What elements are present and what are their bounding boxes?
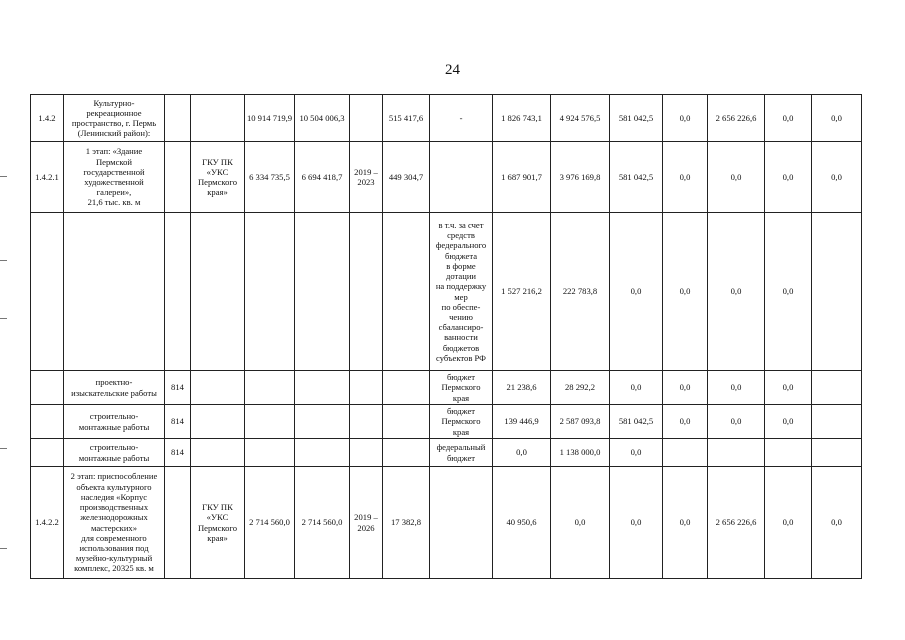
- amount-year-1: 40 950,6: [493, 467, 551, 579]
- planned-cost: [295, 371, 350, 405]
- amount-year-4: 0,0: [663, 95, 708, 142]
- kbk-code: [165, 467, 191, 579]
- customer: [191, 213, 245, 371]
- amount-year-3: 581 042,5: [610, 95, 663, 142]
- row-code: [31, 405, 64, 439]
- table-row: [31, 467, 862, 579]
- prior-funding: [383, 213, 430, 371]
- amount-year-6: 0,0: [765, 405, 812, 439]
- prior-funding: 449 304,7: [383, 142, 430, 213]
- amount-year-3: 0,0: [610, 439, 663, 467]
- kbk-code: [165, 213, 191, 371]
- implementation-period: [350, 213, 383, 371]
- customer: [191, 371, 245, 405]
- amount-year-7: 0,0: [812, 142, 862, 213]
- implementation-period: [350, 371, 383, 405]
- estimated-cost: 2 714 560,0: [245, 467, 295, 579]
- amount-year-6: 0,0: [765, 371, 812, 405]
- implementation-period: [350, 95, 383, 142]
- estimated-cost: [245, 371, 295, 405]
- page-number: 24: [445, 62, 460, 78]
- amount-year-5: 2 656 226,6: [708, 95, 765, 142]
- table-row: [31, 142, 862, 213]
- amount-year-4: 0,0: [663, 371, 708, 405]
- planned-cost: 2 714 560,0: [295, 467, 350, 579]
- prior-funding: [383, 371, 430, 405]
- customer: [191, 95, 245, 142]
- object-name: строительно- монтажные работы: [64, 439, 165, 467]
- amount-year-7: [812, 371, 862, 405]
- scan-edge-mark: [0, 260, 7, 261]
- amount-year-4: 0,0: [663, 142, 708, 213]
- scan-edge-mark: [0, 548, 7, 549]
- planned-cost: [295, 405, 350, 439]
- amount-year-6: 0,0: [765, 95, 812, 142]
- amount-year-6: 0,0: [765, 142, 812, 213]
- estimated-cost: 6 334 735,5: [245, 142, 295, 213]
- amount-year-4: 0,0: [663, 467, 708, 579]
- program-table: [30, 94, 862, 579]
- amount-year-4: 0,0: [663, 213, 708, 371]
- amount-year-3: 0,0: [610, 371, 663, 405]
- funding-source: бюджет Пермского края: [430, 405, 493, 439]
- object-name: Культурно- рекреационное пространство, г. Пермь (Ленинский район):: [64, 95, 165, 142]
- amount-year-1: 1 826 743,1: [493, 95, 551, 142]
- table-row: [31, 439, 862, 467]
- amount-year-2: 2 587 093,8: [551, 405, 610, 439]
- amount-year-7: 0,0: [812, 95, 862, 142]
- row-code: 1.4.2: [31, 95, 64, 142]
- table-row: [31, 371, 862, 405]
- row-code: [31, 439, 64, 467]
- amount-year-2: 222 783,8: [551, 213, 610, 371]
- funding-source: -: [430, 95, 493, 142]
- planned-cost: [295, 213, 350, 371]
- amount-year-6: 0,0: [765, 213, 812, 371]
- object-name: [64, 213, 165, 371]
- amount-year-7: [812, 439, 862, 467]
- amount-year-6: [765, 439, 812, 467]
- funding-source: бюджет Пермского края: [430, 371, 493, 405]
- amount-year-7: [812, 405, 862, 439]
- amount-year-1: 0,0: [493, 439, 551, 467]
- funding-source: [430, 142, 493, 213]
- implementation-period: [350, 439, 383, 467]
- scan-edge-mark: [0, 448, 7, 449]
- estimated-cost: 10 914 719,9: [245, 95, 295, 142]
- kbk-code: 814: [165, 371, 191, 405]
- customer: ГКУ ПК «УКС Пермского края»: [191, 142, 245, 213]
- row-code: 1.4.2.2: [31, 467, 64, 579]
- amount-year-7: [812, 213, 862, 371]
- amount-year-2: 0,0: [551, 467, 610, 579]
- amount-year-1: 139 446,9: [493, 405, 551, 439]
- kbk-code: 814: [165, 439, 191, 467]
- amount-year-5: 2 656 226,6: [708, 467, 765, 579]
- estimated-cost: [245, 439, 295, 467]
- planned-cost: 6 694 418,7: [295, 142, 350, 213]
- implementation-period: 2019 – 2023: [350, 142, 383, 213]
- amount-year-3: 581 042,5: [610, 405, 663, 439]
- table-row: [31, 95, 862, 142]
- funding-source: [430, 467, 493, 579]
- kbk-code: [165, 142, 191, 213]
- amount-year-3: 0,0: [610, 467, 663, 579]
- table-row: [31, 405, 862, 439]
- amount-year-4: [663, 439, 708, 467]
- amount-year-5: 0,0: [708, 142, 765, 213]
- object-name: строительно- монтажные работы: [64, 405, 165, 439]
- row-code: [31, 213, 64, 371]
- amount-year-3: 581 042,5: [610, 142, 663, 213]
- funding-source: федеральный бюджет: [430, 439, 493, 467]
- amount-year-1: 21 238,6: [493, 371, 551, 405]
- customer: ГКУ ПК «УКС Пермского края»: [191, 467, 245, 579]
- row-code: [31, 371, 64, 405]
- scan-edge-mark: [0, 318, 7, 319]
- amount-year-5: [708, 439, 765, 467]
- amount-year-1: 1 687 901,7: [493, 142, 551, 213]
- amount-year-2: 28 292,2: [551, 371, 610, 405]
- prior-funding: [383, 405, 430, 439]
- prior-funding: [383, 439, 430, 467]
- amount-year-4: 0,0: [663, 405, 708, 439]
- implementation-period: 2019 – 2026: [350, 467, 383, 579]
- table-row: [31, 213, 862, 371]
- amount-year-5: 0,0: [708, 371, 765, 405]
- object-name: 2 этап: приспособление объекта культурного наследия «Корпус производственных железнодорожных мастерских» для современного использования под музейно-культурный комплекс, 20325 кв. м: [64, 467, 165, 579]
- amount-year-2: 3 976 169,8: [551, 142, 610, 213]
- row-code: 1.4.2.1: [31, 142, 64, 213]
- amount-year-2: 4 924 576,5: [551, 95, 610, 142]
- prior-funding: 17 382,8: [383, 467, 430, 579]
- planned-cost: 10 504 006,3: [295, 95, 350, 142]
- object-name: проектно- изыскательские работы: [64, 371, 165, 405]
- prior-funding: 515 417,6: [383, 95, 430, 142]
- kbk-code: [165, 95, 191, 142]
- amount-year-5: 0,0: [708, 213, 765, 371]
- object-name: 1 этап: «Здание Пермской государственной художественной галереи», 21,6 тыс. кв. м: [64, 142, 165, 213]
- amount-year-3: 0,0: [610, 213, 663, 371]
- amount-year-2: 1 138 000,0: [551, 439, 610, 467]
- customer: [191, 439, 245, 467]
- estimated-cost: [245, 213, 295, 371]
- amount-year-5: 0,0: [708, 405, 765, 439]
- funding-source: в т.ч. за счет средств федерального бюджета в форме дотации на поддержку мер по обеспе- чению сбалансиро- ванности бюджетов субъектов РФ: [430, 213, 493, 371]
- implementation-period: [350, 405, 383, 439]
- customer: [191, 405, 245, 439]
- kbk-code: 814: [165, 405, 191, 439]
- estimated-cost: [245, 405, 295, 439]
- scan-edge-mark: [0, 176, 7, 177]
- planned-cost: [295, 439, 350, 467]
- amount-year-1: 1 527 216,2: [493, 213, 551, 371]
- amount-year-6: 0,0: [765, 467, 812, 579]
- amount-year-7: 0,0: [812, 467, 862, 579]
